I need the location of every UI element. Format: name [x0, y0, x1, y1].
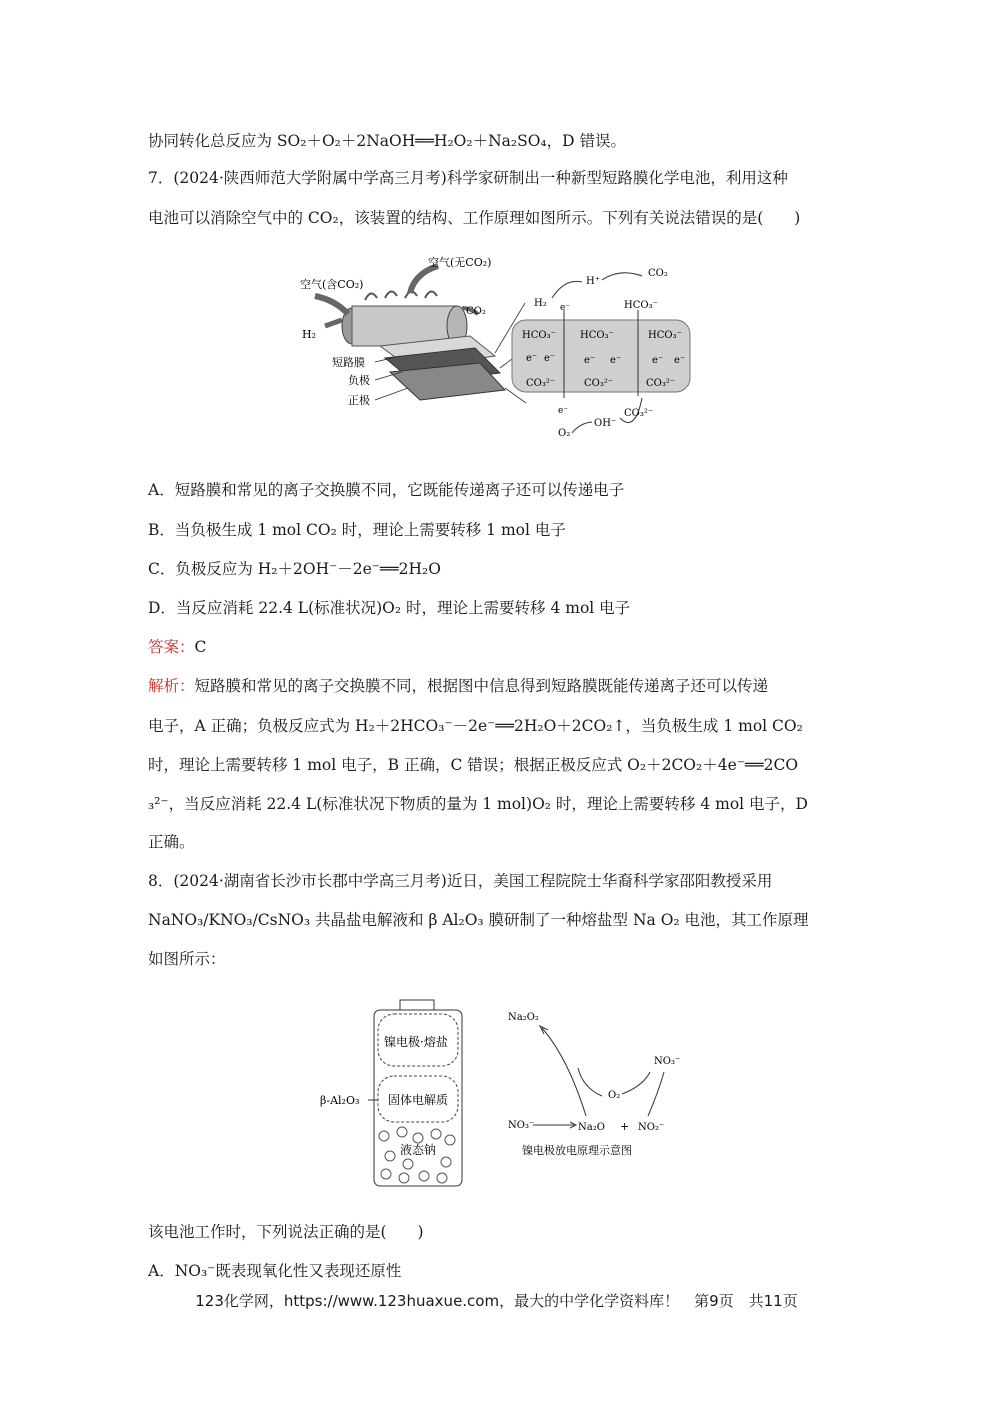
answer-label: 答案： — [148, 638, 195, 656]
option-7-A: A．短路膜和常见的离子交换膜不同，它既能传递离子还可以传递电子 — [148, 481, 625, 499]
question-8-line-1: 8．(2024·湖南省长沙市长郡中学高三月考)近日，美国工程院院士华裔科学家邵阳教授采用 — [148, 872, 773, 890]
question-7-line-2: 电池可以消除空气中的 CO₂，该装置的结构、工作原理如图所示。下列有关说法错误的是( ) — [148, 209, 801, 227]
explanation-text-1: 短路膜和常见的离子交换膜不同，根据图中信息得到短路膜既能传递离子还可以传递 — [194, 677, 769, 695]
no3-left-label: NO₃⁻ — [508, 1120, 535, 1131]
electron-6: e⁻ — [674, 355, 686, 366]
option-7-B: B．当负极生成 1 mol CO₂ 时，理论上需要转移 1 mol 电子 — [148, 521, 566, 539]
battery-cap — [400, 1000, 434, 1010]
explanation-line-1 — [148, 676, 768, 696]
solid-electrolyte-label: 固体电解质 — [388, 1093, 449, 1107]
co3-3: CO₃²⁻ — [646, 378, 676, 389]
option-7-D: D．当反应消耗 22.4 L(标准状况)O₂ 时，理论上需要转移 4 mol 电子 — [148, 599, 631, 617]
cathode-label: 正极 — [348, 394, 370, 407]
co3-bottom-label: CO₃²⁻ — [624, 408, 654, 419]
question-8-stem: 该电池工作时，下列说法正确的是( ) — [148, 1223, 424, 1241]
answer-value: C — [194, 638, 207, 656]
hplus-label: H⁺ — [586, 276, 600, 287]
figure-caption: 镍电极放电原理示意图 — [522, 1144, 632, 1157]
h2-label: H₂ — [534, 298, 547, 309]
battery-diagram-1 — [290, 248, 700, 443]
co3-2: CO₃²⁻ — [584, 378, 614, 389]
co3-1: CO₃²⁻ — [526, 378, 556, 389]
co2-out-label: CO₂ — [466, 306, 486, 317]
hco3-1: HCO₃⁻ — [522, 330, 556, 341]
e-bottom-label: e⁻ — [558, 406, 569, 416]
page-footer: 123化学网，https://www.123huaxue.com，最大的中学化学资料库！ 第9页 共11页 — [195, 1292, 798, 1310]
question-8-line-3: 如图所示： — [148, 950, 226, 968]
membrane-label: 短路膜 — [332, 356, 365, 369]
no3-right-label: NO₃⁻ — [654, 1056, 681, 1067]
na2o-label: Na₂O — [578, 1122, 605, 1133]
liquid-na-label: 液态钠 — [400, 1143, 437, 1157]
electron-1: e⁻ — [526, 353, 538, 364]
hco3-top-label: HCO₃⁻ — [624, 300, 658, 311]
option-7-C: C．负极反应为 H₂＋2OH⁻－2e⁻══2H₂O — [148, 560, 441, 578]
beta-label: β-Al₂O₃ — [320, 1094, 360, 1107]
co2-top-label: CO₂ — [648, 268, 668, 279]
electron-2: e⁻ — [544, 353, 556, 364]
explanation-line-5: 正确。 — [148, 833, 195, 851]
battery-diagram-2 — [318, 998, 698, 1193]
electron-4: e⁻ — [610, 355, 622, 366]
electron-5: e⁻ — [652, 355, 664, 366]
ni-electrode-label: 镍电极·熔盐 — [384, 1035, 448, 1049]
na2o2-label: Na₂O₂ — [508, 1012, 539, 1023]
answer-line — [148, 637, 206, 657]
question-7-line-1: 7．(2024·陕西师范大学附属中学高三月考)科学家研制出一种新型短路膜化学电池，利用这种 — [148, 169, 788, 187]
e-top-label: e⁻ — [560, 303, 571, 313]
explanation-line-2: 电子，A 正确；负极反应式为 H₂＋2HCO₃⁻－2e⁻══2H₂O＋2CO₂↑，当负极生成 1 mol CO₂ — [148, 717, 803, 735]
o2-label-2: O₂ — [608, 1090, 621, 1101]
o2-label: O₂ — [558, 428, 571, 439]
anode-label: 负极 — [348, 374, 370, 387]
oh-label: OH⁻ — [594, 418, 617, 429]
text-line: 协同转化总反应为 SO₂＋O₂＋2NaOH══H₂O₂＋Na₂SO₄，D 错误。 — [148, 132, 627, 150]
air-in-label: 空气(含CO₂) — [300, 278, 364, 291]
question-8-line-2: NaNO₃/KNO₃/CsNO₃ 共晶盐电解液和 β Al₂O₃ 膜研制了一种熔盐型 Na O₂ 电池，其工作原理 — [148, 911, 809, 929]
plus-sign: + — [620, 1120, 630, 1133]
electron-3: e⁻ — [584, 355, 596, 366]
explanation-line-3: 时，理论上需要转移 1 mol 电子，B 正确，C 错误；根据正极反应式 O₂＋2CO₂＋4e⁻══2CO — [148, 756, 799, 774]
air-out-label: 空气(无CO₂) — [428, 256, 492, 269]
hco3-2: HCO₃⁻ — [580, 330, 614, 341]
no2-label: NO₂⁻ — [638, 1122, 665, 1133]
option-8-A: A．NO₃⁻既表现氧化性又表现还原性 — [148, 1262, 402, 1280]
explanation-line-4: ₃²⁻，当反应消耗 22.4 L(标准状况下物质的量为 1 mol)O₂ 时，理论上需要转移 4 mol 电子，D — [148, 795, 808, 813]
explanation-label: 解析： — [148, 677, 195, 695]
hco3-3: HCO₃⁻ — [648, 330, 682, 341]
h2-in-label: H₂ — [302, 328, 317, 341]
